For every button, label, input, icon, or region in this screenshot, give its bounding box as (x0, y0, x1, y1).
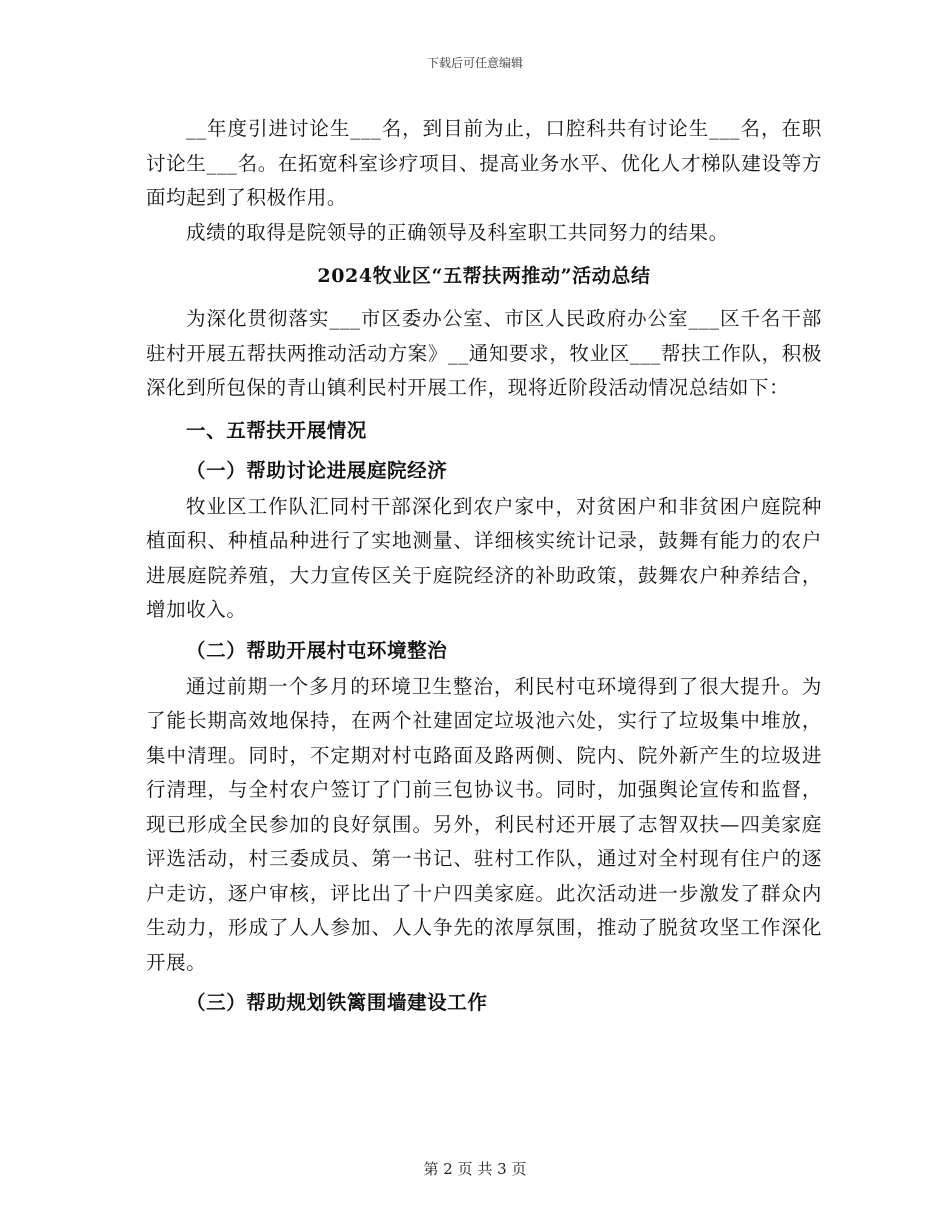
page-number: 第 2 页 共 3 页 (423, 1160, 527, 1178)
subsection-heading-1: （一）帮助讨论进展庭院经济 (186, 458, 448, 482)
subsection-heading-2: （二）帮助开展村屯环境整治 (186, 638, 448, 662)
header-note: 下载后可任意编辑 (426, 56, 523, 70)
subsection-paragraph-2: 通过前期一个多月的环境卫生整治，利民村屯环境得到了很大提升。为了能长期高效地保持，在两个社建固定垃圾池六处，实行了垃圾集中堆放，集中清理。同时，不定期对村屯路面及路两侧、院内、院外新产生的垃圾进行清理，与全村农户签订了门前三包协议书。同时，加强舆论宣传和监督，现已形成全民参加的良好氛围。另外，利民村还开展了志智双扶—四美家庭评选活动，村三委成员、第一书记、驻村工作队，通过对全村现有住户的逐户走访，逐户审核，评比出了十户四美家庭。此次活动进一步激发了群众内生动力，形成了人人参加、人人争先的浓厚氛围，推动了脱贫攻坚工作深化开展。 (146, 674, 822, 974)
lead-paragraph: 为深化贯彻落实___市区委办公室、市区人民政府办公室___区千名干部驻村开展五帮扶两推动活动方案》__通知要求，牧业区___帮扶工作队，积极深化到所包保的青山镇利民村开展工作，现将近阶段活动情况总结如下： (146, 307, 822, 399)
section-heading-1: 一、五帮扶开展情况 (186, 418, 367, 442)
document-body (146, 112, 822, 1022)
intro-paragraph-2: 成绩的取得是院领导的正确领导及科室职工共同努力的结果。 (186, 220, 729, 244)
document-title: 2024牧业区“五帮扶两推动”活动总结 (317, 265, 651, 287)
intro-paragraph-1: __年度引进讨论生___名，到目前为止，口腔科共有讨论生___名，在职讨论生___名。在拓宽科室诊疗项目、提高业务水平、优化人才梯队建设等方面均起到了积极作用。 (146, 117, 822, 209)
subsection-paragraph-1: 牧业区工作队汇同村干部深化到农户家中，对贫困户和非贫困户庭院种植面积、种植品种进行了实地测量、详细核实统计记录，鼓舞有能力的农户进展庭院养殖，大力宣传区关于庭院经济的补助政策，鼓舞农户种养结合，增加收入。 (146, 494, 822, 621)
subsection-heading-3: （三）帮助规划铁篱围墙建设工作 (186, 991, 488, 1014)
